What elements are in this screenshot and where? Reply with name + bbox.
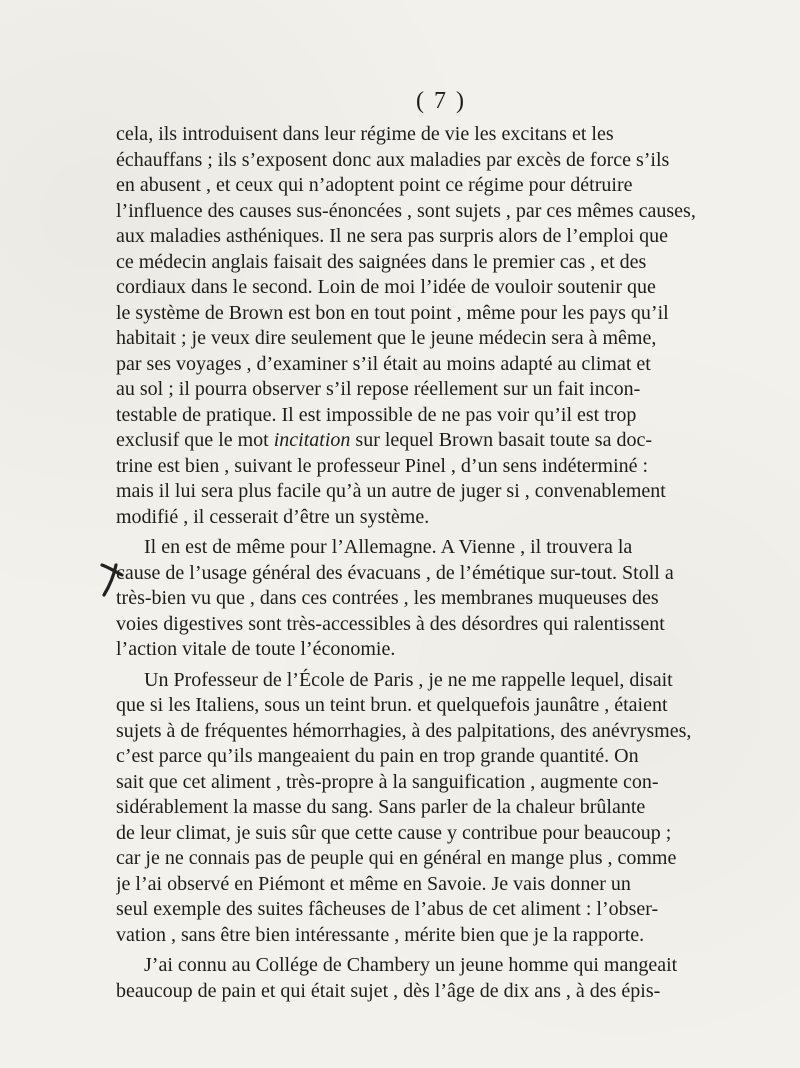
text-line-with-italic	[116, 428, 766, 454]
text-line: cordiaux dans le second. Loin de moi l’idée de vouloir soutenir que	[116, 276, 656, 298]
text-line: c’est parce qu’ils mangeaient du pain en trop grande quantité. On	[116, 745, 639, 767]
text-line: vation , sans être bien intéressante , mérite bien que je la rapporte.	[116, 923, 645, 946]
text-line-start: exclusif que le mot	[116, 429, 274, 451]
text-line: échauffans ; ils s’exposent donc aux maladies par excès de force s’ils	[116, 148, 670, 171]
text-line: car je ne connais pas de peuple qui en général en mange plus , comme	[116, 847, 677, 869]
text-line: très-bien vu que , dans ces contrées , les membranes muqueuses des	[116, 587, 659, 609]
text-line: l’influence des causes sus-énoncées , sont sujets , par ces mêmes causes,	[116, 199, 696, 222]
text-line: je l’ai observé en Piémont et même en Savoie. Je vais donner un	[116, 872, 631, 895]
text-line: cela, ils introduisent dans leur régime de vie les excitans et les	[116, 123, 614, 145]
text-line: sait que cet aliment , très-propre à la sanguification , augmente con-	[116, 770, 659, 793]
text-line: sidérablement la masse du sang. Sans parler de la chaleur brûlante	[116, 796, 646, 818]
paragraph-start-line: Il en est de même pour l’Allemagne. A Vienne , il trouvera la	[144, 536, 633, 558]
text-line: trine est bien , suivant le professeur Pinel , d’un sens indéterminé :	[116, 454, 649, 477]
text-line: cause de l’usage général des évacuans , de l’émétique sur-tout. Stoll a	[116, 561, 674, 584]
body-text	[116, 122, 766, 1004]
page-number: ( 7 )	[416, 88, 466, 114]
italic-word: incitation	[273, 429, 351, 451]
text-line: l’action vitale de toute l’économie.	[116, 638, 396, 660]
text-line: en abusent , et ceux qui n’adoptent point ce régime pour détruire	[116, 174, 633, 196]
paragraph-start-line: J’ai connu au Collége de Chambery un jeune homme qui mangeait	[144, 954, 678, 976]
text-line: seul exemple des suites fâcheuses de l’abus de cet aliment : l’obser-	[116, 898, 659, 920]
text-line: voies digestives sont très-accessibles à des désordres qui ralentissent	[116, 612, 665, 635]
margin-ink-mark	[98, 557, 132, 601]
text-line: modifié , il cesserait d’être un système.	[116, 505, 430, 528]
text-line: de leur climat, je suis sûr que cette cause y contribue pour beaucoup ;	[116, 821, 672, 844]
text-line: testable de pratique. Il est impossible de ne pas voir qu’il est trop	[116, 403, 637, 426]
text-line: que si les Italiens, sous un teint brun. et quelquefois jaunâtre , étaient	[116, 694, 668, 716]
text-line: beaucoup de pain et qui était sujet , dès l’âge de dix ans , à des épis-	[116, 979, 661, 1002]
text-line: aux maladies asthéniques. Il ne sera pas surpris alors de l’emploi que	[116, 225, 669, 247]
paragraph-start-line: Un Professeur de l’École de Paris , je ne me rappelle lequel, disait	[144, 668, 673, 691]
text-line: ce médecin anglais faisait des saignées dans le premier cas , et des	[116, 250, 647, 273]
text-line: sujets à de fréquentes hémorrhagies, à des palpitations, des anévrysmes,	[116, 719, 692, 742]
text-line: le système de Brown est bon en tout point , même pour les pays qu’il	[116, 301, 669, 324]
text-line: mais il lui sera plus facile qu’à un autre de juger si , convenablement	[116, 480, 666, 502]
text-line-end: sur lequel Brown basait toute sa doc-	[350, 429, 652, 451]
text-line: par ses voyages , d’examiner s’il était au moins adapté au climat et	[116, 352, 651, 375]
text-line: habitait ; je veux dire seulement que le jeune médecin sera à même,	[116, 327, 657, 349]
text-line: au sol ; il pourra observer s’il repose réellement sur un fait incon-	[116, 378, 641, 400]
